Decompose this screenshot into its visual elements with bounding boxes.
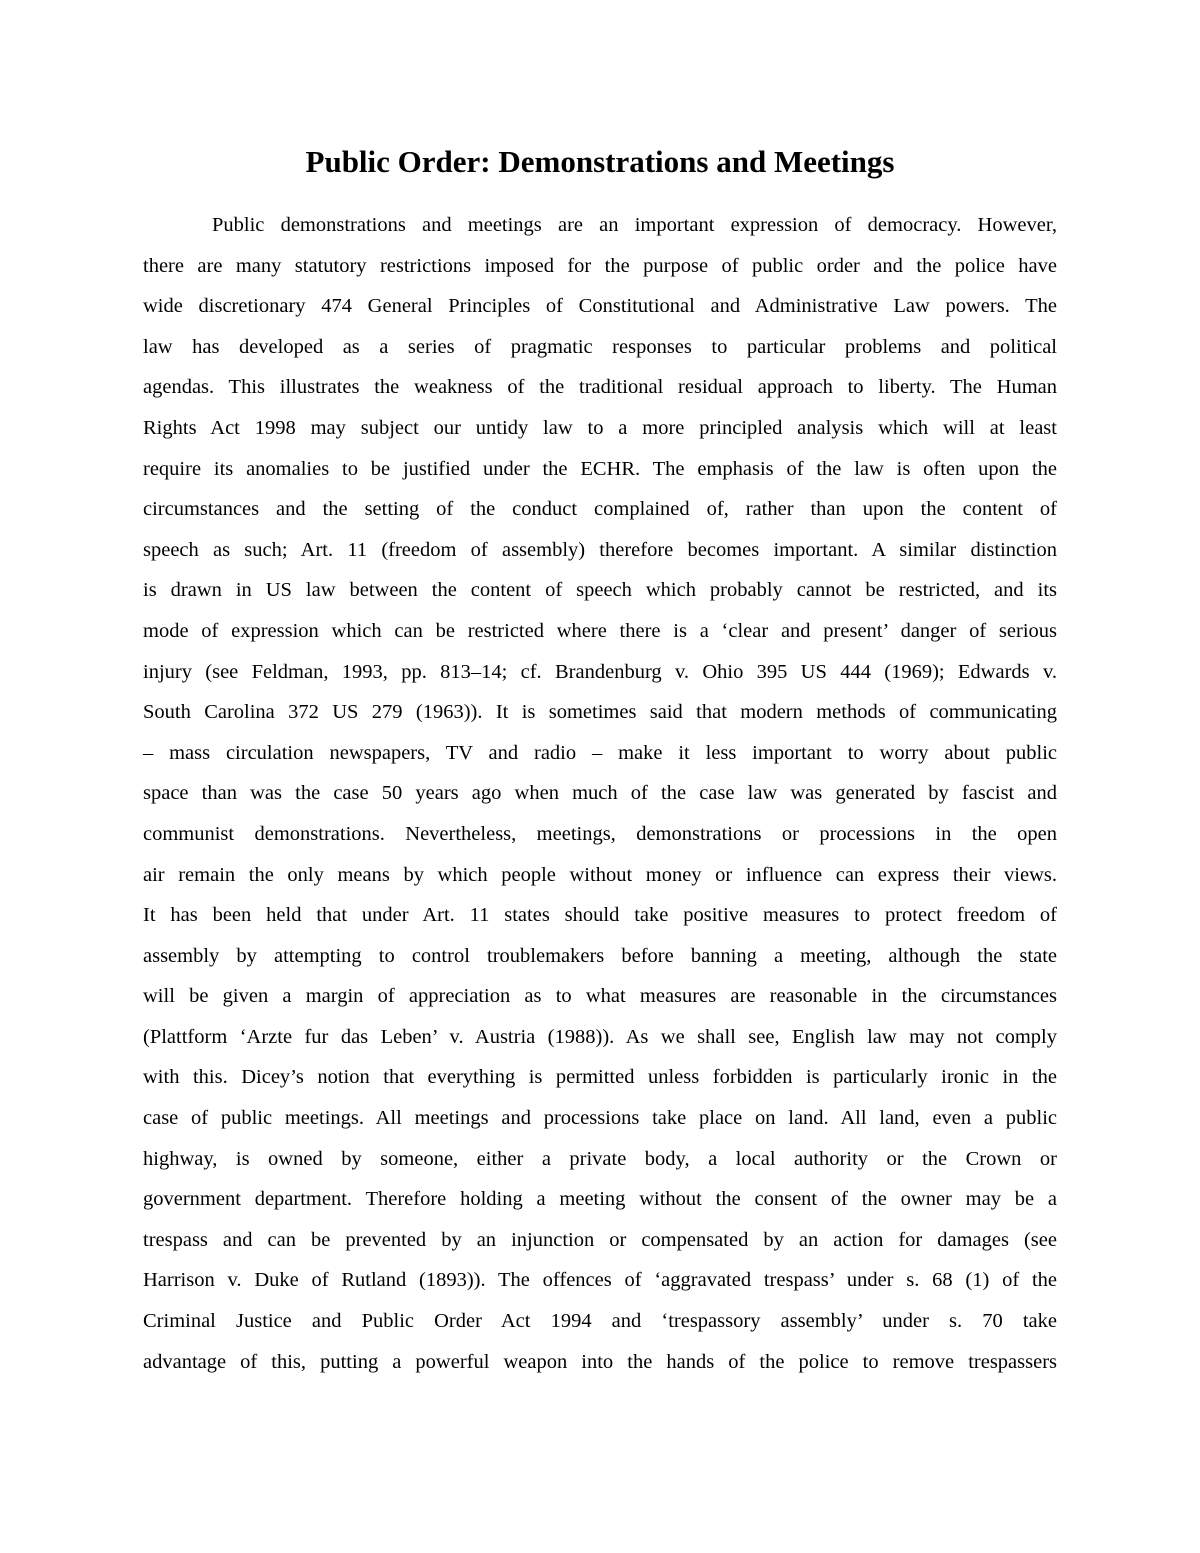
text-line: It has been held that under Art. 11 states should take positive measures to protect freedom of xyxy=(143,904,1057,927)
text-line: there are many statutory restrictions imposed for the purpose of public order and the police have xyxy=(143,254,1057,277)
text-line: Criminal Justice and Public Order Act 1994 and ‘trespassory assembly’ under s. 70 take xyxy=(143,1310,1057,1333)
text-line: require its anomalies to be justified under the ECHR. The emphasis of the law is often upon the xyxy=(143,457,1057,480)
text-line: agendas. This illustrates the weakness of the traditional residual approach to liberty. The Human xyxy=(143,376,1057,399)
text-line: is drawn in US law between the content of speech which probably cannot be restricted, and its xyxy=(143,579,1057,602)
text-line: air remain the only means by which people without money or influence can express their views. xyxy=(143,863,1057,886)
text-line: (Plattform ‘Arzte fur das Leben’ v. Austria (1988)). As we shall see, English law may not comply xyxy=(143,1025,1057,1048)
text-line: Rights Act 1998 may subject our untidy law to a more principled analysis which will at least xyxy=(143,416,1057,439)
text-line: injury (see Feldman, 1993, pp. 813–14; cf. Brandenburg v. Ohio 395 US 444 (1969); Edwards v. xyxy=(143,660,1057,683)
text-line: law has developed as a series of pragmatic responses to particular problems and political xyxy=(143,335,1057,358)
text-line: assembly by attempting to control troublemakers before banning a meeting, although the state xyxy=(143,944,1057,967)
text-line: trespass and can be prevented by an injunction or compensated by an action for damages (see xyxy=(143,1228,1057,1251)
text-line: case of public meetings. All meetings and processions take place on land. All land, even a public xyxy=(143,1107,1057,1130)
text-line: wide discretionary 474 General Principles of Constitutional and Administrative Law powers. The xyxy=(143,295,1057,318)
text-line: advantage of this, putting a powerful weapon into the hands of the police to remove trespassers xyxy=(143,1350,1057,1373)
text-line: will be given a margin of appreciation as to what measures are reasonable in the circumstances xyxy=(143,985,1057,1008)
text-line: – mass circulation newspapers, TV and radio – make it less important to worry about public xyxy=(143,741,1057,764)
text-line: circumstances and the setting of the conduct complained of, rather than upon the content of xyxy=(143,498,1057,521)
text-line: government department. Therefore holding a meeting without the consent of the owner may be a xyxy=(143,1188,1057,1211)
text-line: South Carolina 372 US 279 (1963)). It is sometimes said that modern methods of communicating xyxy=(143,701,1057,724)
text-line: Public demonstrations and meetings are an important expression of democracy. However, xyxy=(212,214,1057,236)
body-paragraph xyxy=(143,205,1057,1382)
text-line: Harrison v. Duke of Rutland (1893)). The offences of ‘aggravated trespass’ under s. 68 (1) of the xyxy=(143,1269,1057,1292)
text-line: space than was the case 50 years ago when much of the case law was generated by fascist and xyxy=(143,782,1057,805)
text-line: communist demonstrations. Nevertheless, meetings, demonstrations or processions in the open xyxy=(143,822,1057,845)
text-line: highway, is owned by someone, either a private body, a local authority or the Crown or xyxy=(143,1147,1057,1170)
text-line: mode of expression which can be restricted where there is a ‘clear and present’ danger of serious xyxy=(143,619,1057,642)
text-line: speech as such; Art. 11 (freedom of assembly) therefore becomes important. A similar distinction xyxy=(143,538,1057,561)
page-title: Public Order: Demonstrations and Meetings xyxy=(305,144,895,179)
text-line: with this. Dicey’s notion that everything is permitted unless forbidden is particularly ironic in the xyxy=(143,1066,1057,1089)
